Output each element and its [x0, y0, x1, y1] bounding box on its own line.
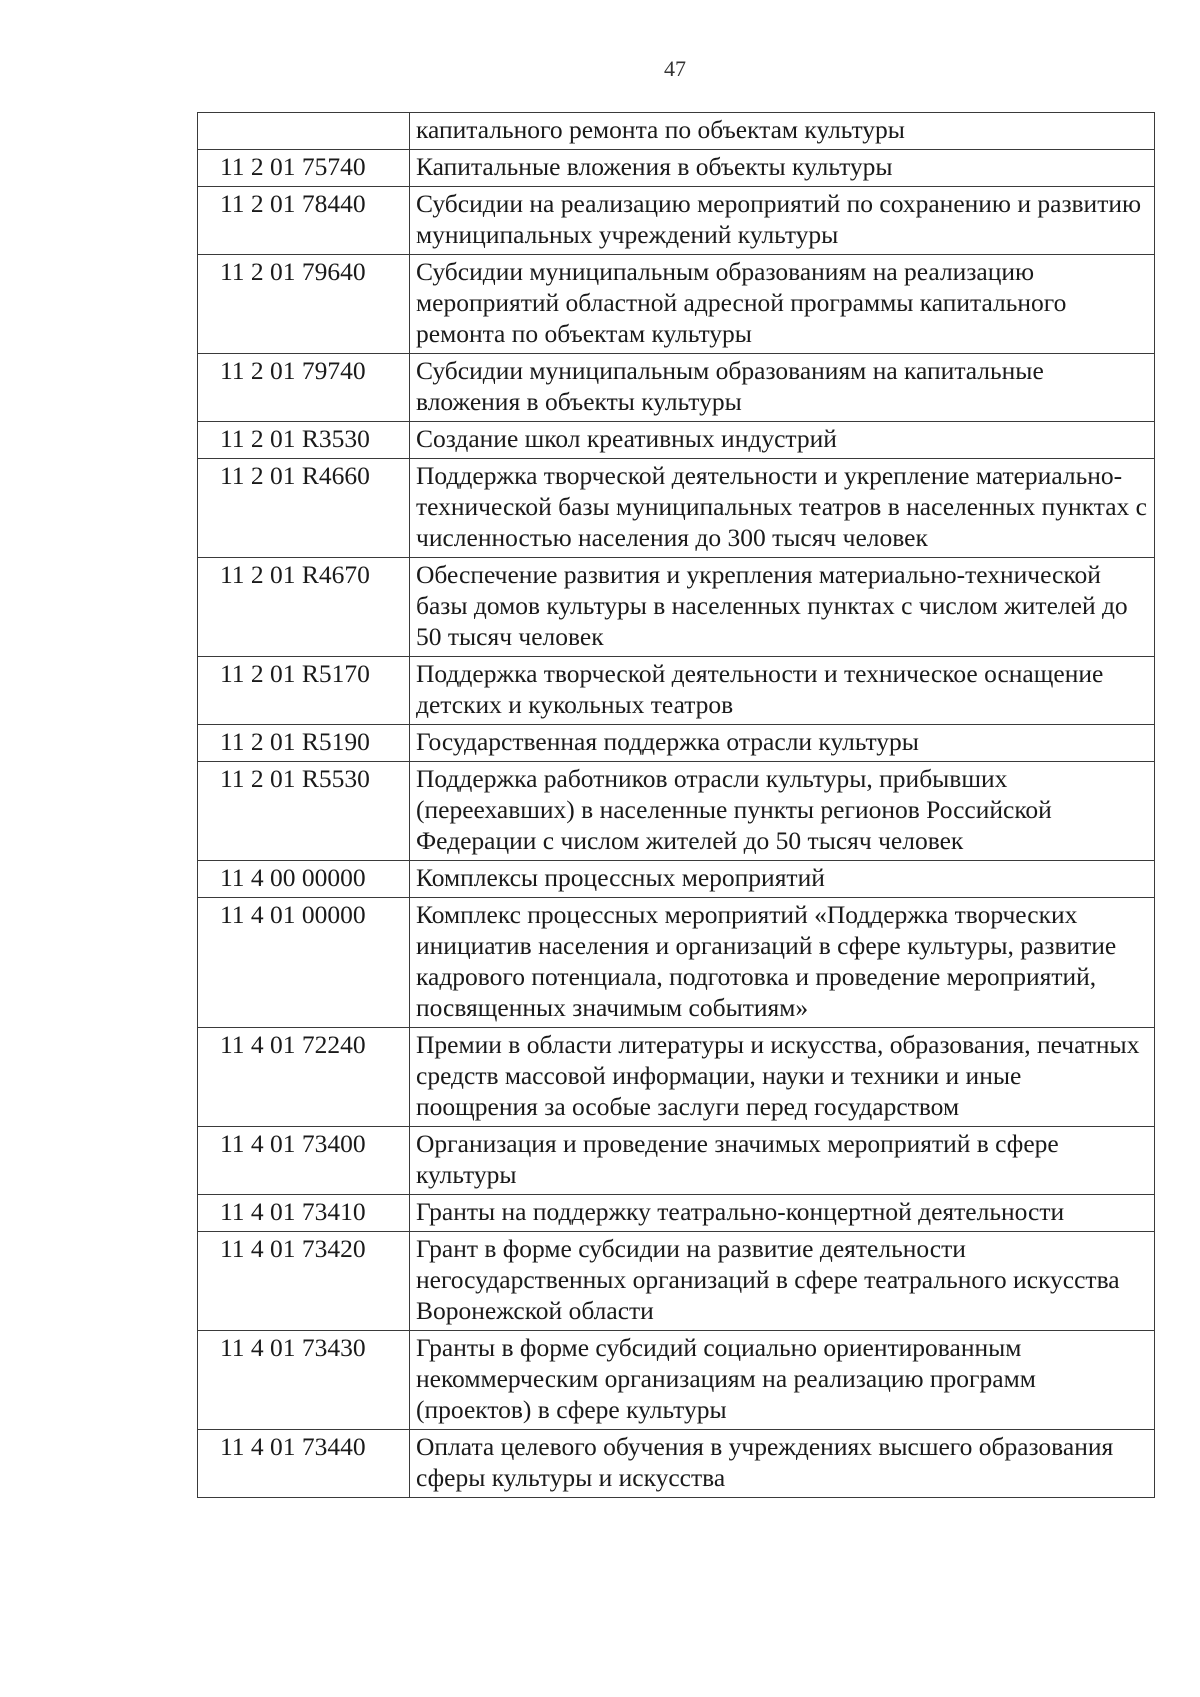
table-row [198, 762, 1155, 861]
row-description: Капитальные вложения в объекты культуры [410, 150, 1155, 187]
row-description: Комплекс процессных мероприятий «Поддержка творческих инициатив населения и организаций в сфере культуры, развитие кадрового потенциала, подготовка и проведение мероприятий, посвященных значимым событиям» [410, 898, 1155, 1028]
table-row [198, 1232, 1155, 1331]
table-row [198, 113, 1155, 150]
row-code: 11 2 01 79640 [198, 255, 410, 354]
table-row [198, 1028, 1155, 1127]
row-description: Субсидии муниципальным образованиям на реализацию мероприятий областной адресной программы капитального ремонта по объектам культуры [410, 255, 1155, 354]
row-code: 11 2 01 R5170 [198, 657, 410, 725]
table-row [198, 1195, 1155, 1232]
table-body [198, 113, 1155, 1498]
row-description: Поддержка работников отрасли культуры, прибывших (переехавших) в населенные пункты регионов Российской Федерации с числом жителей до 50 тысяч человек [410, 762, 1155, 861]
table-row [198, 187, 1155, 255]
table-row [198, 1331, 1155, 1430]
row-description: капитального ремонта по объектам культуры [410, 113, 1155, 150]
table-row [198, 725, 1155, 762]
table-row [198, 1127, 1155, 1195]
table-row [198, 558, 1155, 657]
table-row [198, 459, 1155, 558]
row-code: 11 4 01 73400 [198, 1127, 410, 1195]
row-code: 11 2 01 79740 [198, 354, 410, 422]
row-description: Премии в области литературы и искусства, образования, печатных средств массовой информации, науки и техники и иные поощрения за особые заслуги перед государством [410, 1028, 1155, 1127]
table-row [198, 354, 1155, 422]
row-code: 11 4 01 00000 [198, 898, 410, 1028]
table-row [198, 422, 1155, 459]
row-code: 11 4 01 73430 [198, 1331, 410, 1430]
table-row [198, 255, 1155, 354]
row-code: 11 4 01 73420 [198, 1232, 410, 1331]
table-row [198, 898, 1155, 1028]
page-number: 47 [664, 56, 686, 81]
row-code: 11 2 01 R4670 [198, 558, 410, 657]
row-description: Субсидии муниципальным образованиям на капитальные вложения в объекты культуры [410, 354, 1155, 422]
row-code: 11 2 01 R5530 [198, 762, 410, 861]
row-description: Обеспечение развития и укрепления материально-технической базы домов культуры в населенных пунктах с числом жителей до 50 тысяч человек [410, 558, 1155, 657]
row-code: 11 2 01 R3530 [198, 422, 410, 459]
row-code: 11 4 01 72240 [198, 1028, 410, 1127]
table-row [198, 657, 1155, 725]
table-row [198, 1430, 1155, 1498]
row-description: Оплата целевого обучения в учреждениях высшего образования сферы культуры и искусства [410, 1430, 1155, 1498]
row-code: 11 4 00 00000 [198, 861, 410, 898]
row-code [198, 113, 410, 150]
row-description: Гранты в форме субсидий социально ориентированным некоммерческим организациям на реализацию программ (проектов) в сфере культуры [410, 1331, 1155, 1430]
row-code: 11 2 01 78440 [198, 187, 410, 255]
row-description: Гранты на поддержку театрально-концертной деятельности [410, 1195, 1155, 1232]
row-code: 11 4 01 73410 [198, 1195, 410, 1232]
row-code: 11 2 01 R5190 [198, 725, 410, 762]
row-description: Организация и проведение значимых мероприятий в сфере культуры [410, 1127, 1155, 1195]
row-description: Государственная поддержка отрасли культуры [410, 725, 1155, 762]
row-description: Грант в форме субсидии на развитие деятельности негосударственных организаций в сфере театрального искусства Воронежской области [410, 1232, 1155, 1331]
row-code: 11 2 01 75740 [198, 150, 410, 187]
row-description: Поддержка творческой деятельности и техническое оснащение детских и кукольных театров [410, 657, 1155, 725]
row-description: Создание школ креативных индустрий [410, 422, 1155, 459]
row-code: 11 4 01 73440 [198, 1430, 410, 1498]
table-row [198, 861, 1155, 898]
row-description: Субсидии на реализацию мероприятий по сохранению и развитию муниципальных учреждений культуры [410, 187, 1155, 255]
row-description: Поддержка творческой деятельности и укрепление материально-технической базы муниципальных театров в населенных пунктах с численностью населения до 300 тысяч человек [410, 459, 1155, 558]
budget-code-table [197, 112, 1155, 1498]
table-row [198, 150, 1155, 187]
row-code: 11 2 01 R4660 [198, 459, 410, 558]
row-description: Комплексы процессных мероприятий [410, 861, 1155, 898]
